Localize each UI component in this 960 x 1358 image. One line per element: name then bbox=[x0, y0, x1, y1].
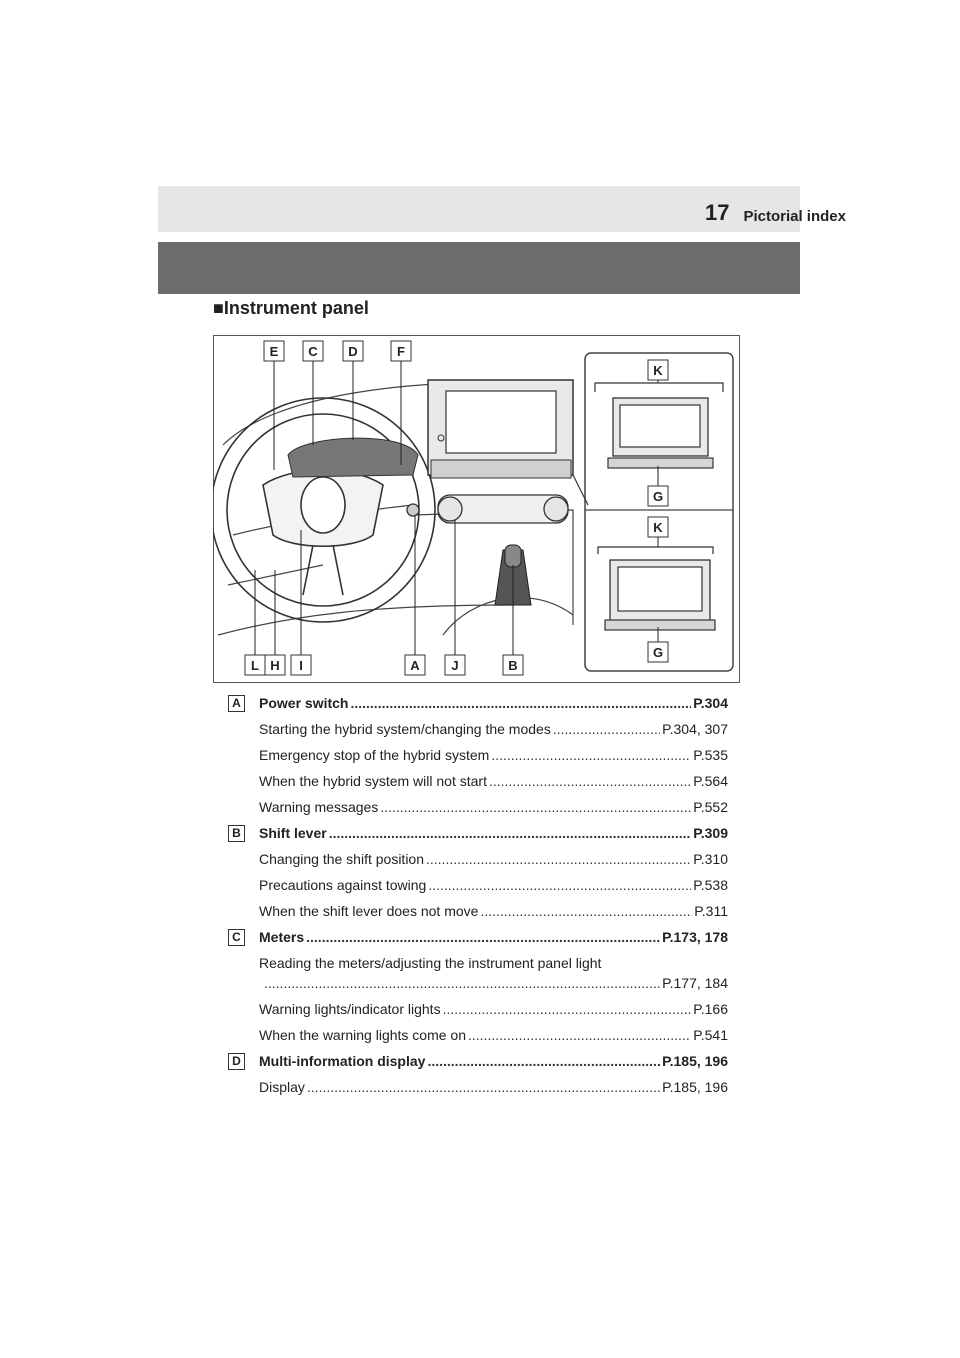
entry-sub-row[interactable] bbox=[228, 1026, 728, 1044]
entry-sub-row[interactable] bbox=[228, 1000, 728, 1018]
page-ref: P.185, 196 bbox=[662, 1053, 728, 1069]
entry-sub-label: When the hybrid system will not start bbox=[259, 773, 487, 789]
entry-main-row[interactable] bbox=[228, 1052, 728, 1070]
entry-letter: B bbox=[228, 825, 245, 842]
page-ref: P.552 bbox=[693, 799, 728, 815]
entry-c bbox=[228, 928, 728, 1044]
page-ref: P.310 bbox=[693, 851, 728, 867]
leader-dots bbox=[553, 720, 660, 738]
running-header: Pictorial index bbox=[743, 208, 846, 225]
entry-wrap-label[interactable]: Reading the meters/adjusting the instrument panel light bbox=[259, 955, 602, 971]
entry-main-label: Shift lever bbox=[259, 825, 327, 841]
page-ref: P.311 bbox=[694, 903, 728, 919]
entry-main-row[interactable] bbox=[228, 928, 728, 946]
callout-k-top bbox=[648, 360, 668, 380]
entry-sub-label: When the warning lights come on bbox=[259, 1027, 466, 1043]
leader-dots bbox=[468, 1026, 691, 1044]
meter-cluster bbox=[288, 438, 418, 477]
page-ref: P.564 bbox=[693, 773, 728, 789]
callout-d-label: D bbox=[348, 344, 358, 359]
entry-sub-label: Warning lights/indicator lights bbox=[259, 1001, 441, 1017]
entry-letter: C bbox=[228, 929, 245, 946]
callout-a-label: A bbox=[410, 658, 420, 673]
entry-sub-label: Starting the hybrid system/changing the modes bbox=[259, 721, 551, 737]
entry-main-label: Power switch bbox=[259, 695, 349, 711]
entry-sub-label: Changing the shift position bbox=[259, 851, 424, 867]
callout-i bbox=[291, 655, 311, 675]
page-ref: P.185, 196 bbox=[662, 1079, 728, 1095]
entry-sub-row[interactable] bbox=[228, 902, 728, 920]
entry-main-row[interactable] bbox=[228, 824, 728, 842]
page-ref: P.541 bbox=[693, 1027, 728, 1043]
leader-dots bbox=[306, 928, 660, 946]
instrument-panel-illustration bbox=[213, 335, 740, 683]
entry-sub-label: When the shift lever does not move bbox=[259, 903, 479, 919]
callout-h bbox=[265, 655, 285, 675]
callout-l bbox=[245, 655, 265, 675]
entry-letter: D bbox=[228, 1053, 245, 1070]
callout-d bbox=[343, 341, 363, 361]
entry-main-label: Multi-information display bbox=[259, 1053, 426, 1069]
entry-main-row[interactable] bbox=[228, 694, 728, 712]
callout-e-label: E bbox=[269, 344, 279, 359]
page-number: 17 bbox=[705, 200, 730, 225]
leader-dots bbox=[491, 746, 691, 764]
page-ref: P.304 bbox=[693, 695, 728, 711]
page-ref: P.538 bbox=[693, 877, 728, 893]
callout-c bbox=[303, 341, 323, 361]
callout-k-top-label: K bbox=[653, 363, 663, 378]
page-ref: P.173, 178 bbox=[662, 929, 728, 945]
entry-sub-label: Display bbox=[259, 1079, 305, 1095]
page-ref: P.166 bbox=[693, 1001, 728, 1017]
entry-sub-label: Warning messages bbox=[259, 799, 379, 815]
callout-b bbox=[503, 655, 523, 675]
section-title: ■Instrument panel bbox=[213, 298, 369, 318]
leader-dots bbox=[350, 694, 691, 712]
callout-e bbox=[264, 341, 284, 361]
entry-sub-row[interactable] bbox=[228, 772, 728, 790]
entry-sub-row[interactable] bbox=[228, 746, 728, 764]
callout-c-label: C bbox=[308, 344, 318, 359]
header-band bbox=[158, 186, 800, 232]
callout-j-label: J bbox=[451, 658, 459, 673]
leader-dots bbox=[427, 1052, 660, 1070]
callout-g-top-label: G bbox=[652, 489, 664, 504]
callout-h-label: H bbox=[270, 658, 280, 673]
callout-i-label: I bbox=[299, 658, 303, 673]
entry-sub-row[interactable] bbox=[228, 850, 728, 868]
inset-panel bbox=[573, 353, 733, 671]
entry-sub-row[interactable] bbox=[228, 1078, 728, 1096]
entry-d bbox=[228, 1052, 728, 1096]
entry-sub-row[interactable] bbox=[228, 876, 728, 894]
callout-g-top bbox=[648, 486, 668, 506]
callout-g-bottom bbox=[648, 642, 668, 662]
entry-sub-label: Precautions against towing bbox=[259, 877, 427, 893]
entry-sub-row[interactable] bbox=[228, 720, 728, 738]
index-entries bbox=[228, 694, 728, 1104]
entry-wrap-continuation[interactable] bbox=[228, 974, 728, 992]
leader-dots bbox=[443, 1000, 692, 1018]
leader-dots bbox=[264, 974, 660, 992]
callout-j bbox=[445, 655, 465, 675]
page-ref: P.309 bbox=[693, 825, 728, 841]
entry-sub-label: Emergency stop of the hybrid system bbox=[259, 747, 490, 763]
leader-dots bbox=[307, 1078, 660, 1096]
center-display-main bbox=[428, 380, 573, 478]
callout-f bbox=[391, 341, 411, 361]
page-ref: P.177, 184 bbox=[662, 975, 728, 991]
leader-dots bbox=[426, 850, 691, 868]
entry-sub-row[interactable] bbox=[228, 798, 728, 816]
page-ref: P.304, 307 bbox=[662, 721, 728, 737]
leader-dots bbox=[489, 772, 691, 790]
callout-g-bottom-label: G bbox=[652, 645, 664, 660]
leader-dots bbox=[428, 876, 691, 894]
callout-k-bottom-label: K bbox=[653, 520, 663, 535]
section-band bbox=[158, 242, 800, 294]
leader-dots bbox=[480, 902, 692, 920]
callout-b-label: B bbox=[508, 658, 518, 673]
entry-a bbox=[228, 694, 728, 816]
entry-b bbox=[228, 824, 728, 920]
page-ref: P.535 bbox=[693, 747, 728, 763]
callout-a bbox=[405, 655, 425, 675]
entry-main-label: Meters bbox=[259, 929, 305, 945]
callout-f-label: F bbox=[397, 344, 405, 359]
callout-k-bottom bbox=[648, 517, 668, 537]
callout-l-label: L bbox=[251, 658, 259, 673]
entry-letter: A bbox=[228, 695, 245, 712]
leader-dots bbox=[329, 824, 692, 842]
leader-dots bbox=[380, 798, 691, 816]
